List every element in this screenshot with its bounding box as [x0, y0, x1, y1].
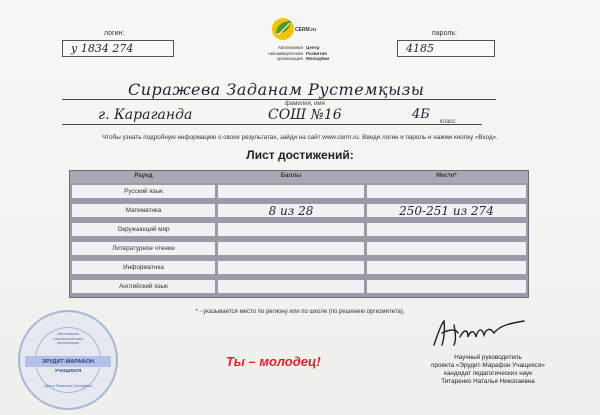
round-name: Литературное чтение	[72, 242, 215, 255]
round-place	[367, 261, 526, 274]
student-school: СОШ №16	[268, 107, 342, 123]
round-score	[218, 261, 364, 274]
signature-icon	[420, 315, 540, 351]
round-score	[218, 185, 364, 198]
logo-right-text: Центр Развития Молодёжи	[306, 45, 330, 61]
stamp-top-text: Автономная некоммерческая организация	[53, 332, 83, 345]
login-value: у 1834 274	[71, 42, 134, 55]
table-row	[70, 259, 528, 276]
round-score	[218, 242, 364, 255]
city-line	[62, 124, 482, 125]
table-row	[70, 202, 528, 219]
signature-block	[403, 354, 573, 386]
round-name: Русский язык	[72, 185, 215, 198]
round-name: Математика	[72, 204, 215, 217]
round-place	[367, 185, 526, 198]
round-place	[367, 280, 526, 293]
password-box	[397, 40, 495, 57]
header-place: Место*	[436, 173, 457, 179]
stamp-bottom-text: Центр Развития Молодёжи	[44, 384, 92, 388]
signature-line: проекта «Эрудит-Марафон Учащихся»	[431, 362, 545, 369]
password-label: пароль:	[432, 30, 457, 37]
organization-stamp	[18, 310, 118, 410]
header-score: Баллы	[280, 173, 302, 179]
round-place: 250-251 из 274	[367, 204, 526, 217]
name-caption: фамилия, имя	[285, 101, 325, 107]
round-score	[218, 280, 364, 293]
cerm-leaf-icon	[271, 17, 295, 41]
round-name: Английский язык	[72, 280, 215, 293]
results-table	[69, 170, 529, 298]
password-value: 4185	[406, 42, 434, 55]
cheer-text: Ты – молодец!	[226, 354, 321, 369]
round-score	[218, 223, 364, 236]
table-row	[70, 183, 528, 200]
logo-brand: CERM.ru	[295, 27, 317, 33]
round-place	[367, 223, 526, 236]
student-name: Сиражева Заданам Рустемқызы	[128, 80, 425, 99]
stamp-band: ЭРУДИТ-МАРАФОН	[25, 356, 111, 367]
signature-line: Титаренко Наталья Николаевна	[441, 378, 535, 385]
footnote: * - указывается место по региону или по школе (по решению оргкомитета).	[195, 309, 405, 315]
login-label: логин:	[104, 30, 125, 37]
signature-line: кандидат педагогических наук	[443, 370, 533, 377]
logo-left-text: Автономная некоммерческая организация	[268, 45, 303, 61]
signature-line: Научный руководитель	[454, 354, 522, 361]
round-score: 8 из 28	[218, 204, 364, 217]
student-city: г. Караганда	[98, 107, 193, 123]
round-place	[367, 242, 526, 255]
header-round: Раунд	[134, 173, 153, 179]
table-row	[70, 221, 528, 238]
cerm-logo	[265, 15, 345, 77]
table-row	[70, 240, 528, 257]
info-text: Чтобы узнать подробную информацию о своих результатах, зайди на сайт www.cerm.ru. Введи логин и пароль и нажми кнопку «Вход».	[102, 134, 498, 141]
stamp-sub-text: УЧАЩИХСЯ	[54, 368, 82, 373]
round-name: Информатика	[72, 261, 215, 274]
table-row	[70, 278, 528, 295]
achievements-heading: Лист достижений:	[246, 148, 354, 162]
student-grade: 4Б	[412, 107, 430, 122]
round-name: Окружающий мир	[72, 223, 215, 236]
table-header	[70, 171, 528, 183]
grade-caption: класс	[440, 119, 456, 125]
name-line	[62, 99, 496, 100]
login-box	[62, 40, 174, 57]
